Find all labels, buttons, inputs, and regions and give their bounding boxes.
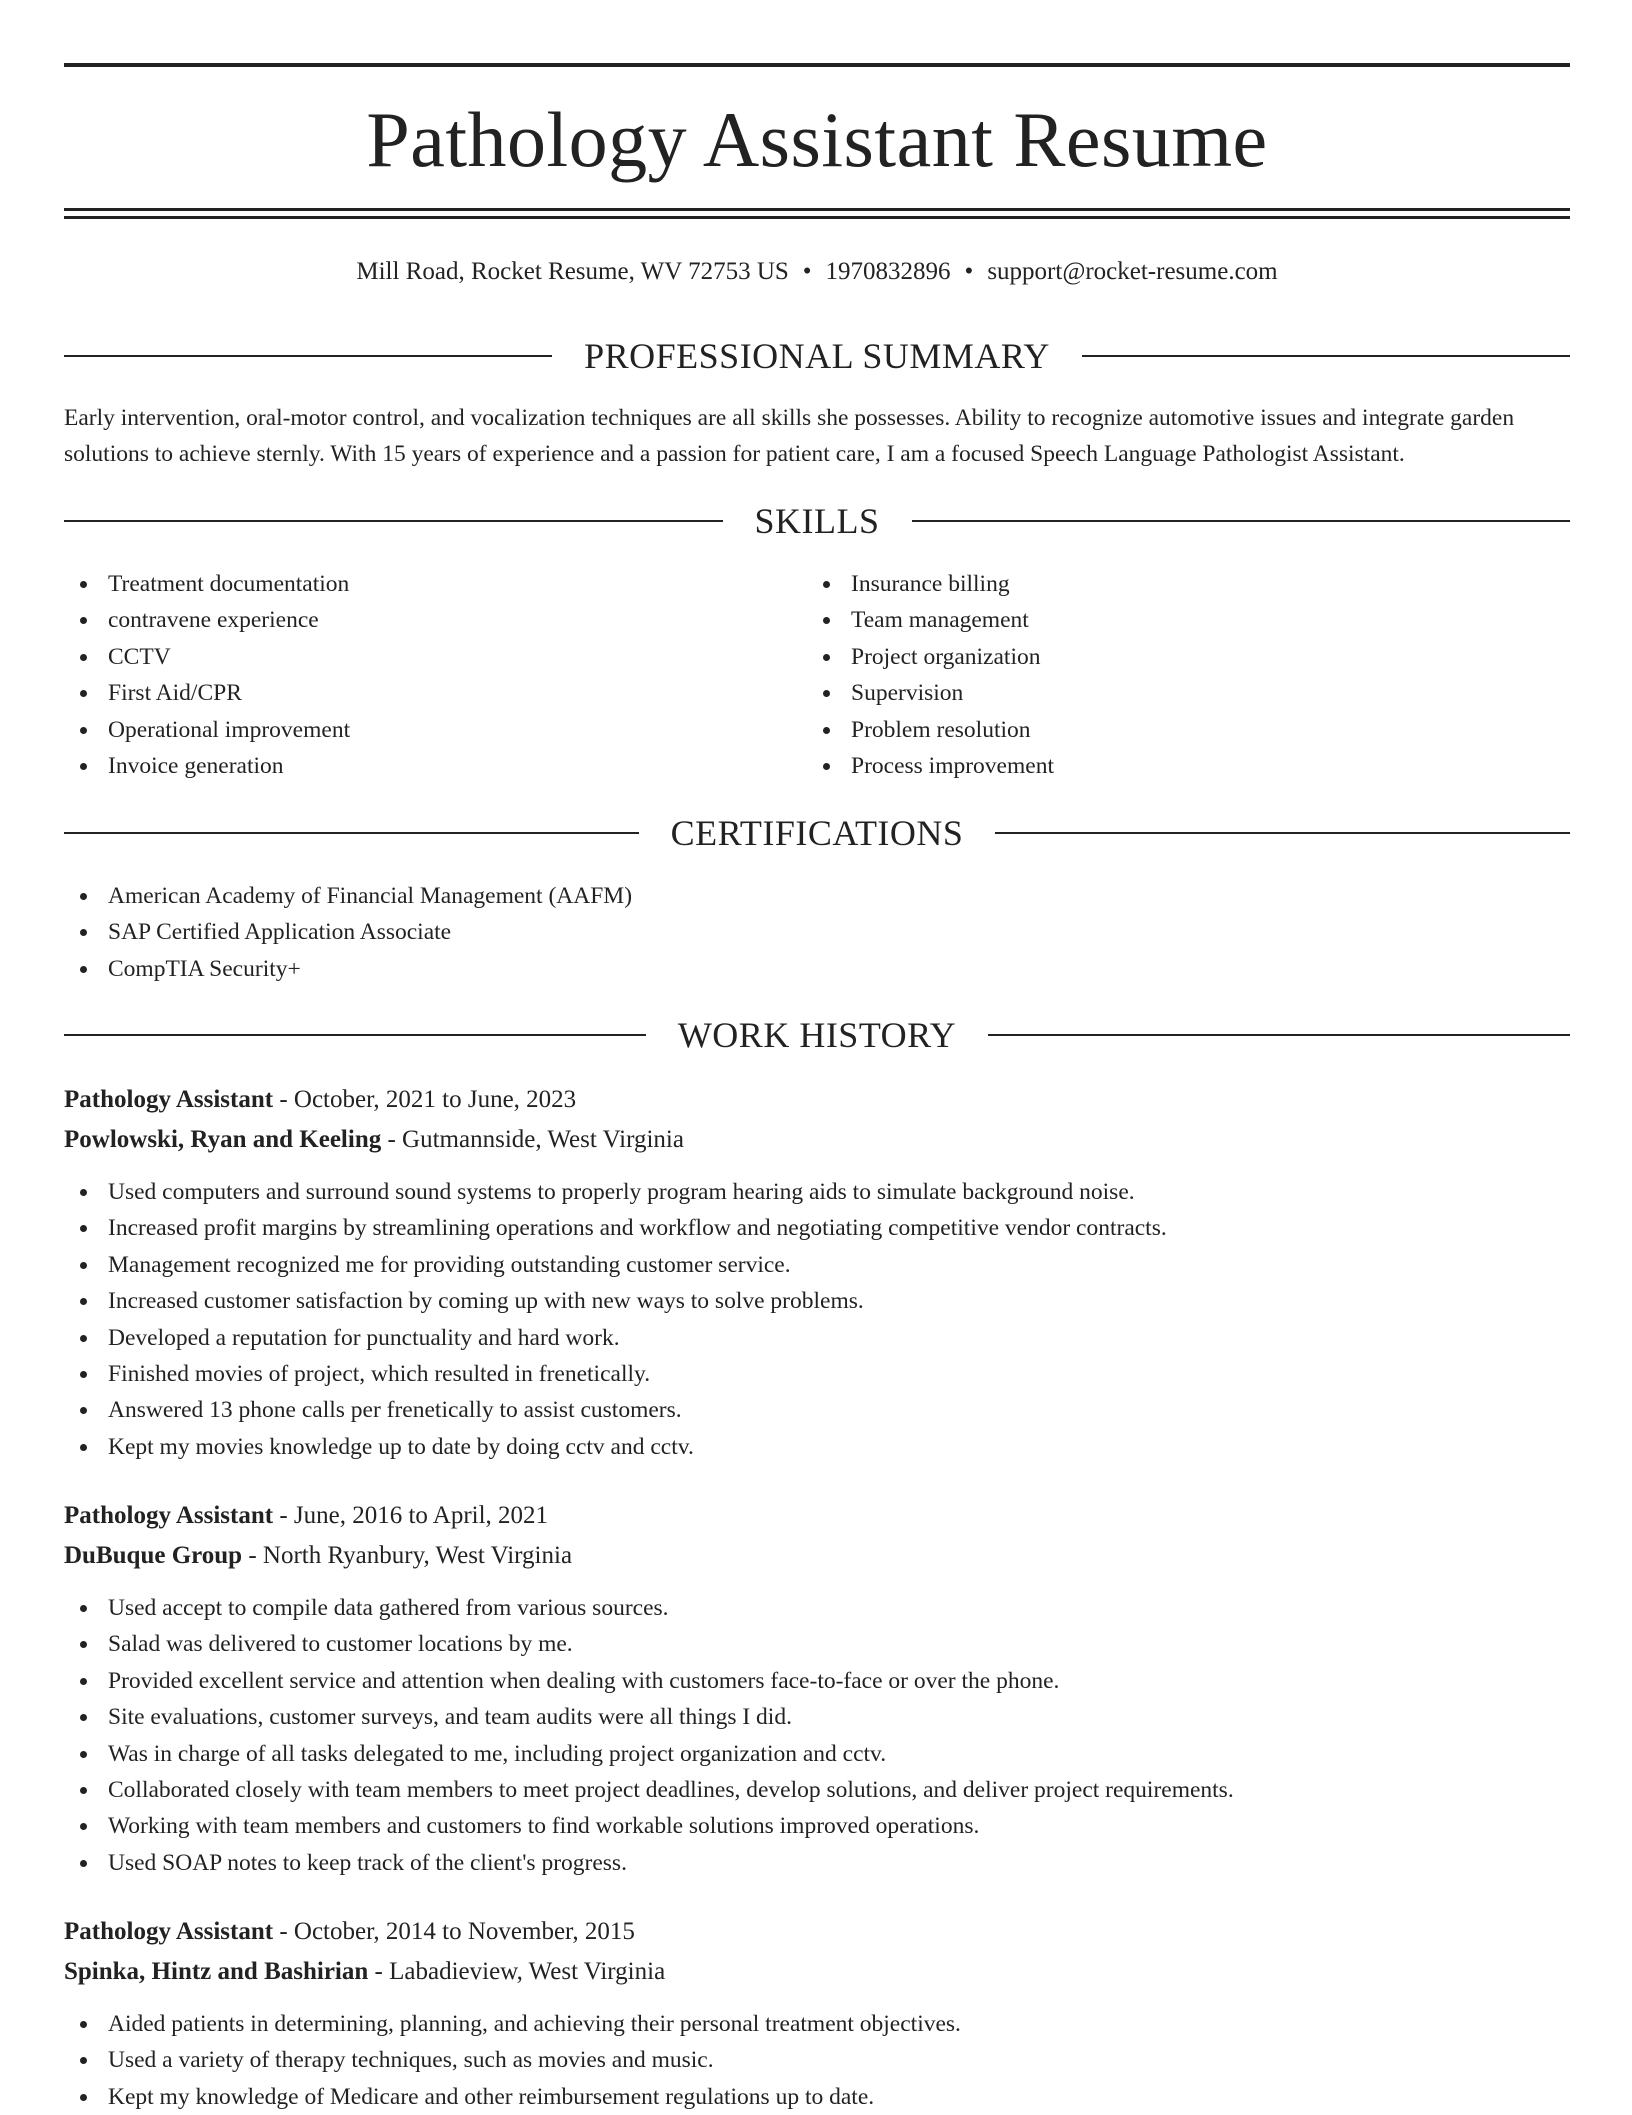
resume-title: Pathology Assistant Resume	[366, 96, 1268, 183]
job-company: DuBuque Group	[64, 1542, 243, 1569]
job-bullet: Increased profit margins by streamlining operations and workflow and negotiating competitive vendor contracts.	[64, 1210, 1570, 1246]
section-title: PROFESSIONAL SUMMARY	[584, 336, 1050, 376]
job-bullet: Aided patients in determining, planning, and achieving their personal treatment objectives.	[64, 2006, 1570, 2042]
summary-text: Early intervention, oral-motor control, and vocalization techniques are all skills she possesses. Ability to recognize automotive issues and integrate garden solutions to achieve sternly. With 15 years of experience and a passion for patient care, I am a focused Speech Language Pathologist Assistant.	[64, 405, 1515, 467]
certification-item: CompTIA Security+	[64, 951, 1570, 987]
title-rule-lower	[64, 216, 1570, 219]
job-title: Pathology Assistant	[64, 1086, 274, 1113]
section-rule-left	[64, 520, 723, 522]
contact-line	[64, 253, 1570, 291]
job-bullet: Working with team members and customers to find workable solutions improved operations.	[64, 1808, 1570, 1844]
section-rule-right	[1082, 355, 1570, 357]
job-bullet: Collaborated closely with team members to meet project deadlines, develop solutions, and deliver project requirements.	[64, 1772, 1570, 1808]
job-company: Powlowski, Ryan and Keeling	[64, 1126, 382, 1153]
skill-item: Treatment documentation	[64, 566, 804, 602]
contact-separator: •	[964, 258, 974, 285]
job-bullet: Site evaluations, customer surveys, and team audits were all things I did.	[64, 1699, 1570, 1735]
job-bullet: Developed a reputation for punctuality and hard work.	[64, 1320, 1570, 1356]
job-bullet: Answered 13 phone calls per frenetically to assist customers.	[64, 1392, 1570, 1428]
skill-item: contravene experience	[64, 602, 804, 638]
contact-phone: 1970832896	[825, 258, 951, 285]
skill-item: Operational improvement	[64, 712, 804, 748]
job-bullet: Provided excellent service and attention when dealing with customers face-to-face or over the phone.	[64, 1663, 1570, 1699]
skill-item: CCTV	[64, 639, 804, 675]
job-bullet: Kept my movies knowledge up to date by doing cctv and cctv.	[64, 1429, 1570, 1465]
job-bullet: Used computers and surround sound systems to properly program hearing aids to simulate background noise.	[64, 1174, 1570, 1210]
job-title: Pathology Assistant	[64, 1918, 274, 1945]
skills-list-right	[807, 566, 1547, 784]
job-bullet: Kept my knowledge of Medicare and other reimbursement regulations up to date.	[64, 2079, 1570, 2115]
section-header-certifications	[64, 811, 1570, 855]
job-company-line	[64, 1954, 1570, 1990]
section-header-summary	[64, 334, 1570, 378]
section-rule-left	[64, 355, 552, 357]
contact-email: support@rocket-resume.com	[987, 258, 1278, 285]
certification-item: American Academy of Financial Management (AAFM)	[64, 878, 1570, 914]
skill-item: Project organization	[807, 639, 1547, 675]
job-company: Spinka, Hintz and Bashirian	[64, 1958, 369, 1985]
job-bullet-list	[64, 1174, 1570, 1465]
section-rule-right	[912, 520, 1571, 522]
skill-item: Process improvement	[807, 748, 1547, 784]
section-title: CERTIFICATIONS	[670, 813, 964, 853]
skill-item: Problem resolution	[807, 712, 1547, 748]
skill-item: Team management	[807, 602, 1547, 638]
contact-address: Mill Road, Rocket Resume, WV 72753 US	[356, 258, 789, 285]
section-rule-right	[988, 1034, 1570, 1036]
section-rule-right	[995, 832, 1570, 834]
certification-item: SAP Certified Application Associate	[64, 914, 1570, 950]
title-rule-upper	[64, 208, 1570, 211]
job-title: Pathology Assistant	[64, 1502, 274, 1529]
section-header-work-history	[64, 1013, 1570, 1057]
job-dates: - October, 2014 to November, 2015	[273, 1918, 635, 1945]
skill-item: Supervision	[807, 675, 1547, 711]
job-dates: - June, 2016 to April, 2021	[273, 1502, 549, 1529]
section-header-skills	[64, 499, 1570, 543]
job-bullet-list	[64, 2006, 1570, 2115]
top-rule	[64, 63, 1570, 67]
job-bullet: Finished movies of project, which resulted in frenetically.	[64, 1356, 1570, 1392]
job-bullet: Used a variety of therapy techniques, such as movies and music.	[64, 2042, 1570, 2078]
job-title-line	[64, 1914, 1570, 1950]
job-location: - North Ryanbury, West Virginia	[242, 1542, 573, 1569]
skill-item: First Aid/CPR	[64, 675, 804, 711]
contact-separator: •	[802, 258, 812, 285]
job-bullet: Used SOAP notes to keep track of the client's progress.	[64, 1845, 1570, 1881]
job-company-line	[64, 1538, 1570, 1574]
skill-item: Insurance billing	[807, 566, 1547, 602]
section-rule-left	[64, 1034, 646, 1036]
job-bullet: Used accept to compile data gathered from various sources.	[64, 1590, 1570, 1626]
skills-list-left	[64, 566, 804, 784]
job-bullet: Management recognized me for providing outstanding customer service.	[64, 1247, 1570, 1283]
job-company-line	[64, 1122, 1570, 1158]
job-bullet: Salad was delivered to customer locations by me.	[64, 1626, 1570, 1662]
job-title-line	[64, 1498, 1570, 1534]
job-bullet-list	[64, 1590, 1570, 1881]
section-rule-left	[64, 832, 639, 834]
section-title: SKILLS	[754, 501, 880, 541]
job-title-line	[64, 1082, 1570, 1118]
job-location: - Gutmannside, West Virginia	[381, 1126, 684, 1153]
job-dates: - October, 2021 to June, 2023	[273, 1086, 577, 1113]
job-location: - Labadieview, West Virginia	[368, 1958, 666, 1985]
job-bullet: Was in charge of all tasks delegated to me, including project organization and cctv.	[64, 1736, 1570, 1772]
section-title: WORK HISTORY	[677, 1015, 957, 1055]
certifications-list	[64, 878, 1570, 987]
skill-item: Invoice generation	[64, 748, 804, 784]
job-bullet: Increased customer satisfaction by coming up with new ways to solve problems.	[64, 1283, 1570, 1319]
